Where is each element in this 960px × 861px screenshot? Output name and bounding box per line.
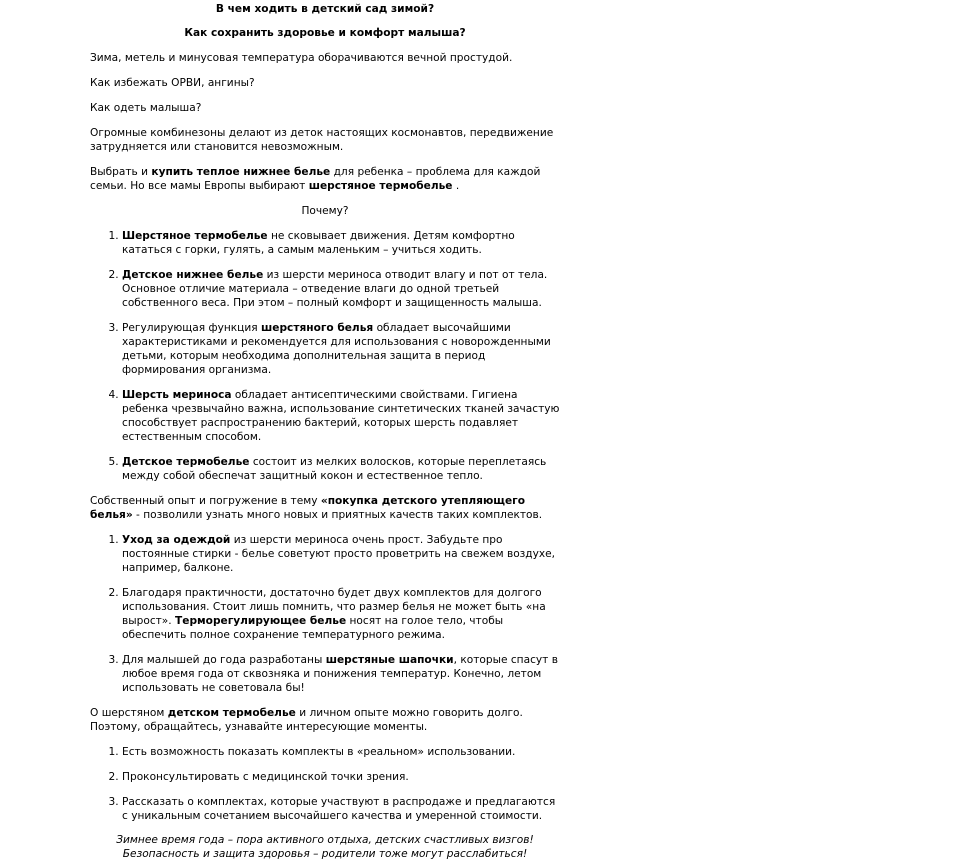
paragraph-about: О шерстяном детском термобелье и личном опыте можно говорить долго. Поэтому, обращайтесь, узнавайте интересующие моменты.: [90, 707, 523, 733]
list-item: 4. Шерсть мериноса обладает антисептическими свойствами. Гигиена ребенка чрезвычайно важна, использование синтетических тканей зачастую способствует распространению бактерий, которых шерсть подавляет естественным способом.: [122, 388, 560, 444]
list-item: 2. Благодаря практичности, достаточно будет двух комплектов для долгого использования. Стоит лишь помнить, что размер белья не может быть «на вырост». Терморегулирующее белье носят на голое тело, чтобы обеспечить полное сохранение температурного режима.: [122, 586, 560, 642]
list-item: 3. Рассказать о комплектах, которые участвуют в распродаже и предлагаются с уникальным сочетанием высочайшего качества и умеренной стоимости.: [122, 795, 560, 823]
list-item: 5. Детское термобелье состоит из мелких волосков, которые переплетаясь между собой обеспечат защитный кокон и естественное тепло.: [122, 455, 560, 483]
qualities-list: [90, 533, 560, 695]
question-dress: Как одеть малыша?: [90, 102, 202, 114]
page-title: В чем ходить в детский сад зимой?: [215, 3, 435, 15]
list-item: 2. Проконсультировать с медицинской точки зрения.: [122, 770, 560, 784]
list-item: 1. Уход за одеждой из шерсти мериноса очень прост. Забудьте про постоянные стирки - белье советуют просто проветрить на свежем воздухе, например, балконе.: [122, 533, 560, 575]
footer-line-1: Зимнее время года – пора активного отдыха, детских счастливых визгов!: [116, 834, 534, 846]
benefits-list: [90, 229, 560, 483]
paragraph-choose: Выбрать и купить теплое нижнее белье для ребенка – проблема для каждой семьи. Но все мамы Европы выбирают шерстяное термобелье .: [90, 166, 541, 192]
list-item: 3. Для малышей до года разработаны шерстяные шапочки, которые спасут в любое время года от сквозняка и понижения температур. Конечно, летом использовать не советовала бы!: [122, 653, 560, 695]
page-subtitle: Как сохранить здоровье и комфорт малыша?: [184, 27, 466, 39]
why-heading: Почему?: [301, 205, 349, 217]
intro-paragraph: Зима, метель и минусовая температура оборачиваются вечной простудой.: [90, 52, 513, 64]
article: [90, 2, 560, 861]
services-list: [90, 745, 560, 823]
list-item: 3. Регулирующая функция шерстяного белья обладает высочайшими характеристиками и рекомендуется для использования с новорожденными детьми, которым необходима дополнительная защита в период формирования организма.: [122, 321, 560, 377]
list-item: 1. Шерстяное термобелье не сковывает движения. Детям комфортно кататься с горки, гулять, а самым маленьким – учиться ходить.: [122, 229, 560, 257]
footer-line-2: Безопасность и защита здоровья – родители тоже могут расслабиться!: [122, 848, 528, 860]
list-item: 2. Детское нижнее белье из шерсти мериноса отводит влагу и пот от тела. Основное отличие материала – отведение влаги до одной третьей собственного веса. При этом – полный комфорт и защищенность малыша.: [122, 268, 560, 310]
question-orvi: Как избежать ОРВИ, ангины?: [90, 77, 255, 89]
list-item: 1. Есть возможность показать комплекты в «реальном» использовании.: [122, 745, 560, 759]
paragraph-cosmonauts: Огромные комбинезоны делают из деток настоящих космонавтов, передвижение затрудняется или становится невозможным.: [90, 127, 554, 153]
paragraph-experience: Собственный опыт и погружение в тему «покупка детского утепляющего белья» - позволили узнать много новых и приятных качеств таких комплектов.: [90, 495, 543, 521]
